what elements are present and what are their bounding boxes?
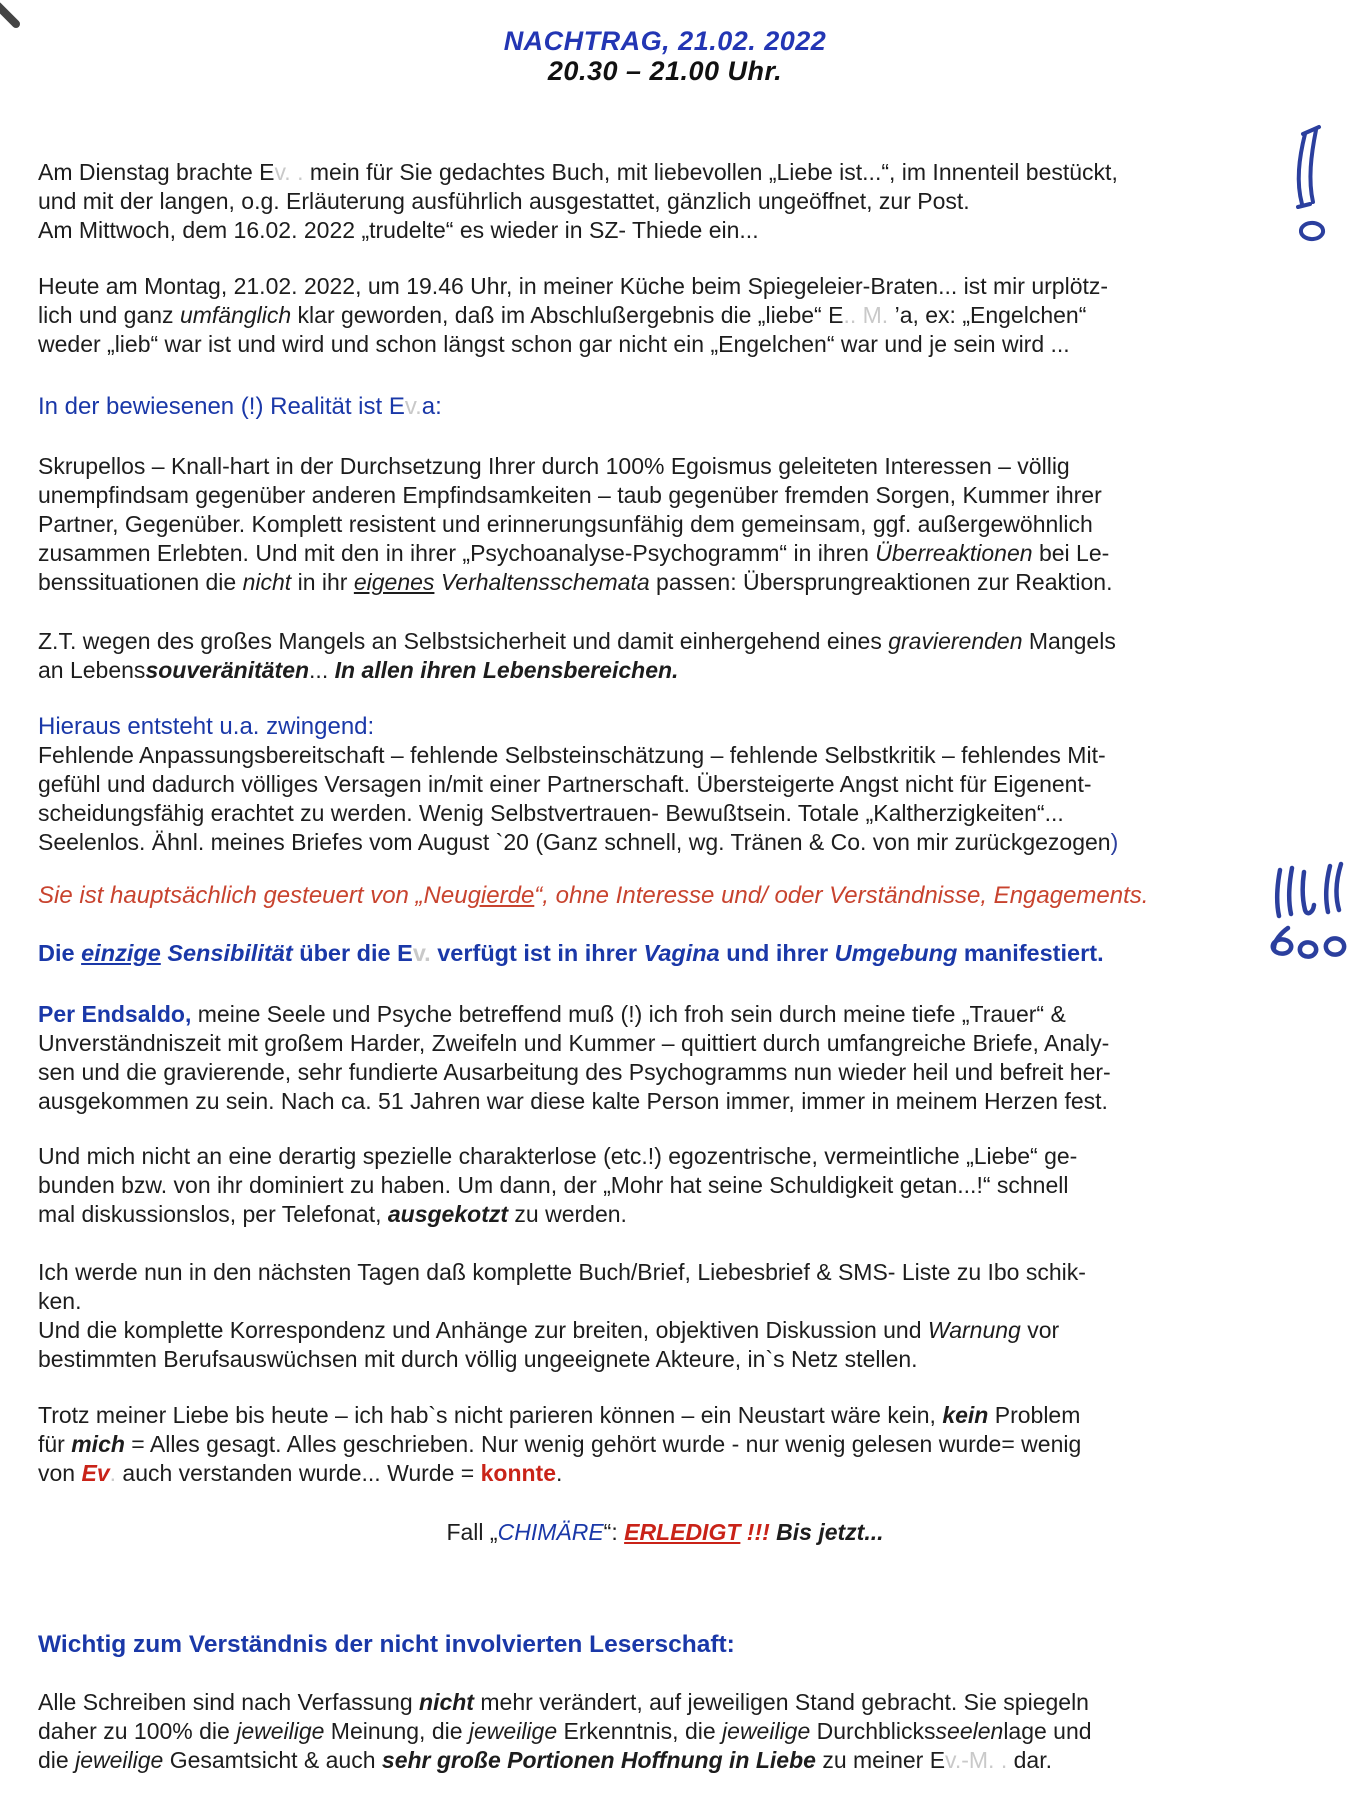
text-segment: bunden bzw. von ihr dominiert zu haben. Um dann, der „Mohr hat seine Schuldigkeit getan...!“ schnell bbox=[38, 1172, 1069, 1198]
text-segment: jeweilige bbox=[75, 1747, 164, 1773]
handwritten-circle bbox=[1301, 223, 1323, 239]
text-segment: in ihr bbox=[291, 569, 354, 595]
text-segment: souveränitäten bbox=[145, 657, 310, 683]
text-segment: ) bbox=[1110, 829, 1119, 855]
text-segment: Umgebung bbox=[834, 940, 958, 966]
handwritten-circle bbox=[1300, 942, 1316, 956]
text-segment: Fehlende Anpassungsbereitschaft – fehlende Selbsteinschätzung – fehlende Selbstkritik – fehlendes Mit- bbox=[38, 742, 1106, 768]
text-segment: Z.T. wegen des großes Mangels an Selbstsicherheit und damit einhergehend eines bbox=[38, 628, 889, 654]
paragraph-trotz-liebe bbox=[38, 1401, 1253, 1488]
text-segment: eigenes bbox=[353, 569, 435, 595]
text-segment: jeweilige bbox=[468, 1718, 558, 1744]
text-segment: Bis jetzt... bbox=[776, 1519, 884, 1545]
text-segment: lich und ganz bbox=[38, 302, 180, 328]
text-segment: ... bbox=[309, 657, 335, 683]
text-segment: bei Le- bbox=[1032, 540, 1110, 566]
paragraph-alle-schreiben bbox=[38, 1688, 1253, 1775]
text-segment: Hieraus entsteht u.a. zwingend: bbox=[38, 713, 375, 740]
text-segment: Seelenlos. Ähnl. meines Briefes vom August `20 (Ganz schnell, wg. Tränen & Co. von mir zurückgezogen bbox=[38, 829, 1111, 855]
text-segment: und mit der langen, o.g. Erläuterung ausführlich ausgestattet, gänzlich ungeöffnet, zur Post. bbox=[38, 188, 970, 214]
text-segment: . bbox=[556, 1460, 563, 1486]
text-segment: klar geworden, daß im Abschlußergebnis die „liebe“ E bbox=[291, 302, 844, 328]
document-subtitle: 20.30 – 21.00 Uhr. bbox=[547, 56, 783, 86]
text-segment: !!! bbox=[740, 1519, 770, 1545]
line-fall-chimaere bbox=[0, 1518, 1330, 1547]
text-segment: daher zu 100% die bbox=[38, 1718, 237, 1744]
text-segment: Problem bbox=[988, 1402, 1081, 1428]
document-title: NACHTRAG, 21.02. 2022 bbox=[503, 26, 827, 56]
handwritten-exclamation-group bbox=[1273, 864, 1344, 957]
text-segment: ausgekommen zu sein. Nach ca. 51 Jahren war diese kalte Person immer, immer in meinem Herzen fest. bbox=[38, 1088, 1108, 1114]
text-segment: für bbox=[38, 1431, 72, 1457]
text-segment: zusammen Erlebten. Und mit den in ihrer „Psychoanalyse-Psychogramm“ in ihren bbox=[38, 540, 876, 566]
text-segment: auch verstanden wurde... Wurde = bbox=[122, 1460, 481, 1486]
text-segment: sehr große Portionen Hoffnung in Liebe bbox=[381, 1747, 816, 1773]
text-segment: vor bbox=[1020, 1317, 1060, 1343]
text-segment: Und die komplette Korrespondenz und Anhänge zur breiten, objektiven Diskussion und bbox=[38, 1317, 928, 1343]
paragraph-per-endsaldo bbox=[38, 1000, 1253, 1116]
text-segment: Vagina bbox=[643, 940, 720, 966]
text-segment: Alle Schreiben sind nach Verfassung bbox=[38, 1689, 420, 1715]
paragraph-buch-brief-netz bbox=[38, 1258, 1253, 1374]
text-segment: zu meiner E bbox=[815, 1747, 946, 1773]
text-segment: konnte bbox=[480, 1460, 556, 1486]
text-segment: scheidungsfähig erachtet zu werden. Wenig Selbstvertrauen- Bewußtsein. Totale „Kaltherzigkeiten“... bbox=[38, 800, 1064, 826]
text-segment: In der bewiesenen (!) Realität ist E bbox=[38, 393, 405, 420]
text-segment: Heute am Montag, 21.02. 2022, um 19.46 Uhr, in meiner Küche beim Spiegeleier-Braten... ist mir urplötz- bbox=[38, 273, 1109, 299]
text-segment: Die bbox=[38, 940, 82, 966]
paragraph-fehlende-anpassung bbox=[38, 741, 1253, 857]
text-segment: Überreaktionen bbox=[875, 540, 1033, 566]
text-segment: gefühl und dadurch völliges Versagen in/mit einer Partnerschaft. Übersteigerte Angst nicht für Eigenent- bbox=[38, 771, 1092, 797]
handwritten-circle bbox=[1326, 938, 1344, 954]
handwritten-stroke bbox=[1274, 928, 1288, 948]
text-segment: mein für Sie gedachtes Buch, mit liebevollen „Liebe ist...“, im Innenteil bestückt, bbox=[303, 159, 1118, 185]
handwritten-stroke bbox=[1303, 127, 1319, 134]
line-neugierde-red bbox=[38, 881, 1253, 910]
text-segment: bestimmten Berufsauswüchsen mit durch völlig ungeeignete Akteure, in`s Netz stellen. bbox=[38, 1346, 918, 1372]
text-segment: weder „lieb“ war ist und wird und schon längst schon gar nicht ein „Engelchen“ war und je sein wird ... bbox=[38, 331, 1070, 357]
text-segment: ’a, ex: „Engelchen“ bbox=[894, 302, 1087, 328]
handwritten-stroke bbox=[1299, 134, 1305, 204]
text-segment: Ich werde nun in den nächsten Tagen daß komplette Buch/Brief, Liebesbrief & SMS- Liste zu Ibo schik- bbox=[38, 1259, 1086, 1285]
text-segment: verfügt ist in ihrer bbox=[430, 940, 644, 966]
text-segment: Sensibilität bbox=[167, 940, 293, 966]
handwritten-stroke bbox=[1277, 870, 1280, 916]
text-segment: a: bbox=[421, 393, 442, 420]
text-segment: mal diskussionslos, per Telefonat, bbox=[38, 1201, 388, 1227]
text-segment: Am Dienstag brachte E bbox=[38, 159, 275, 185]
text-segment: unempfindsam gegenüber anderen Empfindsamkeiten – taub gegenüber fremden Sorgen, Kummer ihrer bbox=[38, 482, 1102, 508]
text-segment: . bbox=[109, 1460, 123, 1486]
line-sensibilitaet-blue bbox=[38, 939, 1253, 968]
text-segment: Gesamtsicht & auch bbox=[163, 1747, 382, 1773]
text-segment: sen und die gravierende, sehr fundierte Ausarbeitung des Psychogramms nun wieder heil und befreit her- bbox=[38, 1059, 1111, 1085]
text-segment: Mangels bbox=[1022, 628, 1116, 654]
handwritten-stroke bbox=[1303, 872, 1314, 913]
text-segment: mehr verändert, auf jeweiligen Stand gebracht. Sie spiegeln bbox=[473, 1689, 1089, 1715]
text-segment: In allen ihren Lebensbereichen. bbox=[334, 657, 679, 683]
text-segment: .. M. bbox=[843, 302, 895, 328]
text-segment: zu werden. bbox=[508, 1201, 627, 1227]
heading-wichtig-leserschaft bbox=[38, 1630, 1253, 1659]
scan-corner-artifact bbox=[0, 6, 16, 24]
text-segment: Partner, Gegenüber. Komplett resistent und erinnerungsunfähig dem gemeinsam, ggf. außergewöhnlich bbox=[38, 511, 1093, 537]
text-segment: nicht bbox=[242, 569, 292, 595]
text-segment: an Lebens bbox=[38, 657, 146, 683]
text-segment: v. . bbox=[274, 159, 304, 185]
handwritten-stroke bbox=[1289, 868, 1292, 914]
text-segment: Skrupellos – Knall-hart in der Durchsetzung Ihrer durch 100% Egoismus geleiteten Interessen – völlig bbox=[38, 453, 1070, 479]
text-segment: passen: Übersprungreaktionen zur Reaktion. bbox=[649, 569, 1113, 595]
text-segment: CHIMÄRE bbox=[497, 1519, 604, 1545]
heading-hieraus-entsteht bbox=[38, 712, 1253, 741]
text-segment: ERLEDIGT bbox=[624, 1519, 741, 1545]
text-segment: Meinung, die bbox=[324, 1718, 469, 1744]
text-segment: “: bbox=[603, 1519, 625, 1545]
text-segment: jeweilige bbox=[722, 1718, 811, 1744]
text-segment: Verhaltensschemata bbox=[440, 569, 650, 595]
text-segment: manifestiert. bbox=[957, 940, 1104, 966]
text-segment: Trotz meiner Liebe bis heute – ich hab`s nicht parieren können – ein Neustart wäre kein, bbox=[38, 1402, 943, 1428]
text-segment: benssituationen die bbox=[38, 569, 243, 595]
text-segment: nicht bbox=[419, 1689, 474, 1715]
handwritten-circle bbox=[1273, 939, 1291, 953]
text-segment: v. bbox=[404, 393, 422, 420]
text-segment: Am Mittwoch, dem 16.02. 2022 „trudelte“ es wieder in SZ- Thiede ein... bbox=[38, 217, 759, 243]
paragraph-skrupellos bbox=[38, 452, 1253, 597]
paragraph-montag-erkenntnis bbox=[38, 272, 1253, 359]
text-segment: lage und bbox=[1003, 1718, 1092, 1744]
text-segment: dar. bbox=[1007, 1747, 1052, 1773]
handwritten-exclamation-mark bbox=[1298, 127, 1323, 239]
text-segment: v. bbox=[412, 940, 431, 966]
text-segment: Sie ist hauptsächlich gesteuert von „Neu bbox=[38, 882, 468, 909]
paragraph-mangel-selbstsicherheit bbox=[38, 627, 1253, 685]
text-segment: kein bbox=[942, 1402, 989, 1428]
text-segment: Durchblicks bbox=[810, 1718, 936, 1744]
paragraph-dienstag-buch bbox=[38, 158, 1253, 245]
text-segment: gierde bbox=[467, 882, 535, 909]
text-segment: Erkenntnis, die bbox=[557, 1718, 723, 1744]
text-segment: meine Seele und Psyche betreffend muß (!) ich froh sein durch meine tiefe „Trauer“ & bbox=[191, 1001, 1066, 1027]
text-segment: gravierenden bbox=[888, 628, 1023, 654]
text-segment: “, ohne Interesse und/ oder Verständnisse, Engagements. bbox=[534, 882, 1149, 909]
text-segment: = Alles gesagt. Alles geschrieben. Nur wenig gehört wurde - nur wenig gelesen wurde= wenig bbox=[124, 1431, 1082, 1457]
text-segment: v.-M. . bbox=[945, 1747, 1008, 1773]
handwritten-stroke bbox=[1298, 204, 1310, 207]
text-segment: Wichtig zum Verständnis der nicht involvierten Leserschaft: bbox=[38, 1631, 735, 1658]
text-segment: Per Endsaldo, bbox=[38, 1001, 192, 1027]
text-segment: mich bbox=[71, 1431, 125, 1457]
text-segment: Unverständniszeit mit großem Harder, Zweifeln und Kummer – quittiert durch umfangreiche Briefe, Analy- bbox=[38, 1030, 1110, 1056]
handwritten-stroke bbox=[1310, 130, 1316, 202]
text-segment: jeweilige bbox=[236, 1718, 325, 1744]
text-segment: Und mich nicht an eine derartig spezielle charakterlose (etc.!) egozentrische, vermeintliche „Liebe“ ge- bbox=[38, 1143, 1078, 1169]
handwritten-stroke bbox=[1326, 866, 1330, 912]
text-segment: und ihrer bbox=[719, 940, 835, 966]
text-segment: Fall „ bbox=[446, 1519, 498, 1545]
text-segment: die bbox=[38, 1747, 76, 1773]
handwritten-stroke bbox=[1337, 864, 1341, 910]
text-segment: ausgekotzt bbox=[387, 1201, 509, 1227]
paragraph-und-mich-nicht bbox=[38, 1142, 1253, 1229]
text-segment: Warnung bbox=[927, 1317, 1021, 1343]
heading-bewiesene-realitaet bbox=[38, 392, 1253, 421]
text-segment: umfänglich bbox=[179, 302, 292, 328]
text-segment: über die E bbox=[292, 940, 413, 966]
text-segment: von bbox=[38, 1460, 82, 1486]
text-segment: seelen bbox=[935, 1718, 1004, 1744]
text-segment: Ev bbox=[81, 1460, 110, 1486]
text-segment: einzige bbox=[81, 940, 161, 966]
text-segment: ken. bbox=[38, 1288, 82, 1314]
